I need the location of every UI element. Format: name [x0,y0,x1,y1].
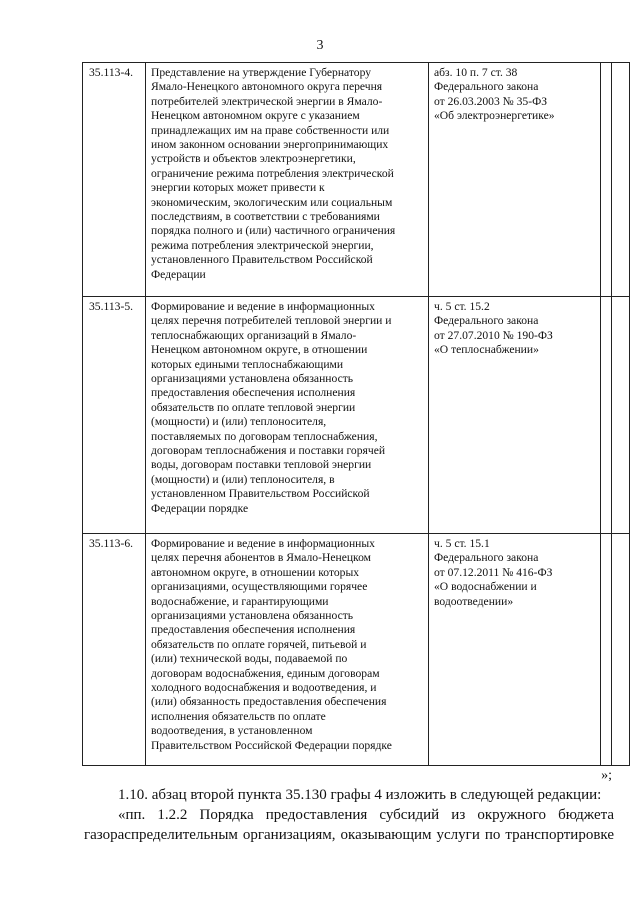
table-row [83,297,630,534]
quoted-text-line: «пп. 1.2.2 Порядка предоставления субсидий из окружного бюджета [118,807,614,823]
empty-cell [612,63,630,297]
quoted-text-line: газораспределительным организациям, оказывающим услуги по транспортировке [84,827,614,843]
row-number: 35.113-6. [83,534,146,766]
row-number: 35.113-5. [83,297,146,534]
row-description: Формирование и ведение в информационных целях перечня потребителей тепловой энергии и теплоснабжающих организаций в Ямало- Ненецком автономном округе, в отношении которых едиными теплоснабжающими организациями установлена обязанность предоставления обеспечения исполнения обязательств по оплате тепловой энергии (мощности) и (или) теплоносителя, поставляемых по договорам теплоснабжения, договорам теплоснабжения и поставки горячей воды, договорам поставки тепловой энергии (мощности) и (или) теплоносителя, в установленном Правительством Российской Федерации порядке [146,297,429,534]
row-legal-basis: ч. 5 ст. 15.1 Федерального закона от 07.12.2011 № 416-ФЗ «О водоснабжении и водоотведении» [429,534,601,766]
empty-cell [612,297,630,534]
amendment-paragraph: 1.10. абзац второй пункта 35.130 графы 4 изложить в следующей редакции: [118,787,602,803]
table-row [83,534,630,766]
empty-cell [612,534,630,766]
row-number: 35.113-4. [83,63,146,297]
document-table [82,62,630,766]
table-row [83,63,630,297]
page-number: 3 [316,38,324,53]
empty-cell [601,63,612,297]
row-legal-basis: абз. 10 п. 7 ст. 38 Федерального закона от 26.03.2003 № 35-ФЗ «Об электроэнергетике» [429,63,601,297]
row-legal-basis: ч. 5 ст. 15.2 Федерального закона от 27.07.2010 № 190-ФЗ «О теплоснабжении» [429,297,601,534]
empty-cell [601,534,612,766]
row-description: Формирование и ведение в информационных целях перечня абонентов в Ямало-Ненецком автономном округе, в отношении которых организациями, осуществляющими горячее водоснабжение, и гарантирующими организациями установлена обязанность предоставления обеспечения исполнения обязательств по оплате горячей, питьевой и (или) технической воды, подаваемой по договорам водоснабжения, единым договорам холодного водоснабжения и водоотведения, и (или) обязанность предоставления обеспечения исполнения обязательств по оплате водоотведения, в установленном Правительством Российской Федерации порядке [146,534,429,766]
closing-quote-mark: »; [601,768,612,783]
empty-cell [601,297,612,534]
row-description: Представление на утверждение Губернатору Ямало-Ненецкого автономного округа перечня потребителей электрической энергии в Ямало- Ненецком автономном округе с указанием принадлежащих им на праве собственности или ином законном основании энергопринимающих устройств и объектов электроэнергетики, ограничение режима потребления электрической энергии которых может привести к экономическим, экологическим или социальным последствиям, в соответствии с требованиями порядка полного и (или) частичного ограничения режима потребления электрической энергии, установленного Правительством Российской Федерации [146,63,429,297]
